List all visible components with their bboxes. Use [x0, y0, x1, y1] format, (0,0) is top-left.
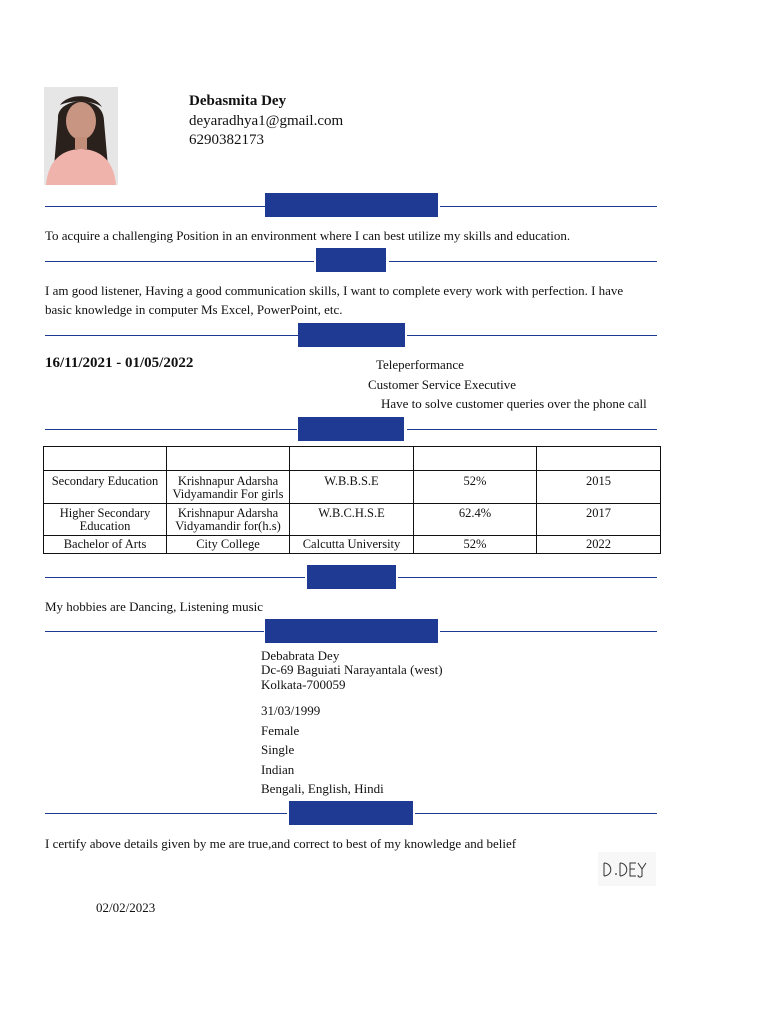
table-row — [44, 536, 661, 554]
section-divider-right — [440, 631, 657, 632]
section-header-bar — [298, 323, 405, 347]
table-cell: 52% — [414, 471, 537, 504]
table-cell: Krishnapur Adarsha Vidyamandir For girls — [167, 471, 290, 504]
section-header-bar — [265, 193, 438, 217]
table-cell: Higher Secondary Education — [44, 504, 167, 536]
table-header-cell — [414, 447, 537, 471]
table-cell: 52% — [414, 536, 537, 554]
section-divider-left — [45, 261, 314, 262]
personal-gender: Female — [261, 723, 300, 738]
table-header-cell — [290, 447, 414, 471]
section-divider-left — [45, 429, 297, 430]
section-divider-left — [45, 335, 298, 336]
section-divider-right — [389, 261, 657, 262]
table-cell: Krishnapur Adarsha Vidyamandir for(h.s) — [167, 504, 290, 536]
candidate-email: deyaradhya1@gmail.com — [189, 113, 344, 129]
experience-duty: Have to solve customer queries over the phone call — [381, 396, 647, 411]
section-divider-left — [45, 206, 265, 207]
personal-dob: 31/03/1999 — [261, 703, 321, 718]
section-divider-right — [407, 335, 657, 336]
section-divider-right — [398, 577, 657, 578]
experience-role: Customer Service Executive — [368, 377, 517, 392]
section-header-bar — [289, 801, 413, 825]
table-row — [44, 471, 661, 504]
section-header-bar — [298, 417, 404, 441]
personal-father-name: Debabrata Dey — [261, 648, 340, 663]
objective-text: To acquire a challenging Position in an environment where I can best utilize my skills and education. — [45, 228, 571, 243]
section-divider-left — [45, 631, 264, 632]
section-divider-right — [440, 206, 657, 207]
table-header-cell — [167, 447, 290, 471]
table-cell: Bachelor of Arts — [44, 536, 167, 554]
table-cell: W.B.C.H.S.E — [290, 504, 414, 536]
table-cell: Calcutta University — [290, 536, 414, 554]
section-divider-left — [45, 813, 287, 814]
personal-nationality: Indian — [261, 762, 295, 777]
table-cell: 62.4% — [414, 504, 537, 536]
table-cell: 2015 — [537, 471, 661, 504]
personal-address-line-2: Kolkata-700059 — [261, 677, 346, 692]
section-header-bar — [316, 248, 386, 272]
table-cell: 2017 — [537, 504, 661, 536]
section-divider-right — [407, 429, 657, 430]
table-cell: Secondary Education — [44, 471, 167, 504]
section-header-bar — [307, 565, 396, 589]
section-divider-left — [45, 577, 305, 578]
table-header-cell — [44, 447, 167, 471]
strengths-line-1: I am good listener, Having a good communication skills, I want to complete every work with perfection. I have — [45, 283, 624, 298]
personal-languages: Bengali, English, Hindi — [261, 781, 384, 796]
declaration-date: 02/02/2023 — [96, 900, 156, 915]
declaration-text: I certify above details given by me are true,and correct to best of my knowledge and belief — [45, 836, 517, 851]
section-divider-right — [415, 813, 657, 814]
experience-dates: 16/11/2021 - 01/05/2022 — [45, 355, 194, 371]
hobbies-text: My hobbies are Dancing, Listening music — [45, 599, 264, 614]
signature-image — [598, 852, 656, 886]
table-header-cell — [537, 447, 661, 471]
section-header-bar — [265, 619, 438, 643]
table-header-row — [44, 447, 661, 471]
table-cell: City College — [167, 536, 290, 554]
experience-company: Teleperformance — [376, 357, 464, 372]
strengths-line-2: basic knowledge in computer Ms Excel, PowerPoint, etc. — [45, 302, 343, 317]
candidate-phone: 6290382173 — [189, 132, 264, 148]
table-cell: 2022 — [537, 536, 661, 554]
table-row — [44, 504, 661, 536]
candidate-name: Debasmita Dey — [189, 93, 287, 109]
personal-marital-status: Single — [261, 742, 295, 757]
table-cell: W.B.B.S.E — [290, 471, 414, 504]
profile-photo — [44, 87, 118, 185]
education-table — [43, 446, 661, 554]
personal-address-line-1: Dc-69 Baguiati Narayantala (west) — [261, 662, 443, 677]
